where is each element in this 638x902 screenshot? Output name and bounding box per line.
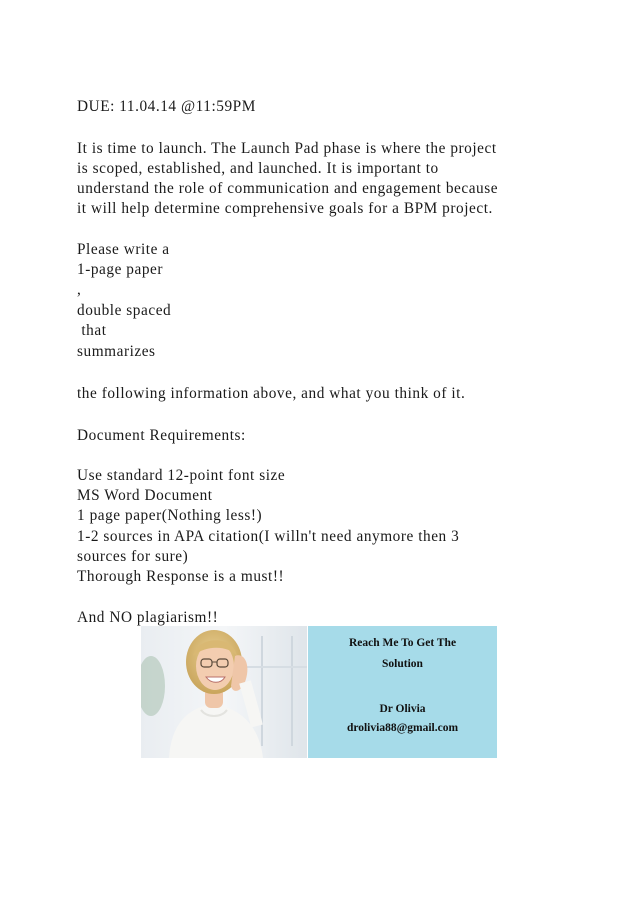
requirement-line-4: 1-2 sources in APA citation(I willn't need anymore then 3 bbox=[77, 528, 460, 545]
instruction-line-4: double spaced bbox=[77, 302, 172, 319]
contact-name: Dr Olivia bbox=[379, 703, 426, 715]
instruction-end-line: the following information above, and what you think of it. bbox=[77, 385, 466, 402]
intro-line-3: understand the role of communication and engagement because bbox=[77, 180, 499, 197]
requirements-heading: Document Requirements: bbox=[77, 427, 246, 444]
instruction-line-5: that bbox=[77, 322, 107, 339]
instruction-line-2: 1-page paper bbox=[77, 261, 164, 278]
requirement-line-1: Use standard 12-point font size bbox=[77, 467, 286, 484]
requirement-line-3: 1 page paper(Nothing less!) bbox=[77, 507, 263, 524]
instruction-line-1: Please write a bbox=[77, 241, 170, 258]
promo-headline-line-1: Reach Me To Get The bbox=[348, 637, 457, 649]
woman-photo-image bbox=[141, 626, 307, 758]
requirement-line-6: Thorough Response is a must!! bbox=[77, 568, 285, 585]
instruction-line-6: summarizes bbox=[77, 343, 156, 360]
due-date-line: DUE: 11.04.14 @11:59PM bbox=[77, 98, 256, 115]
intro-line-4: it will help determine comprehensive goals for a BPM project. bbox=[77, 200, 493, 217]
contact-info-box bbox=[308, 626, 497, 758]
intro-line-2: is scoped, established, and launched. It is important to bbox=[77, 160, 439, 177]
promo-headline-line-2: Solution bbox=[382, 658, 423, 670]
instruction-line-3: , bbox=[77, 281, 82, 298]
intro-line-1: It is time to launch. The Launch Pad phase is where the project bbox=[77, 140, 497, 157]
contact-email[interactable]: drolivia88@gmail.com bbox=[346, 722, 459, 734]
requirement-line-2: MS Word Document bbox=[77, 487, 213, 504]
closing-line: And NO plagiarism!! bbox=[77, 609, 219, 626]
promo-banner bbox=[141, 626, 497, 758]
requirement-line-5: sources for sure) bbox=[77, 548, 189, 565]
